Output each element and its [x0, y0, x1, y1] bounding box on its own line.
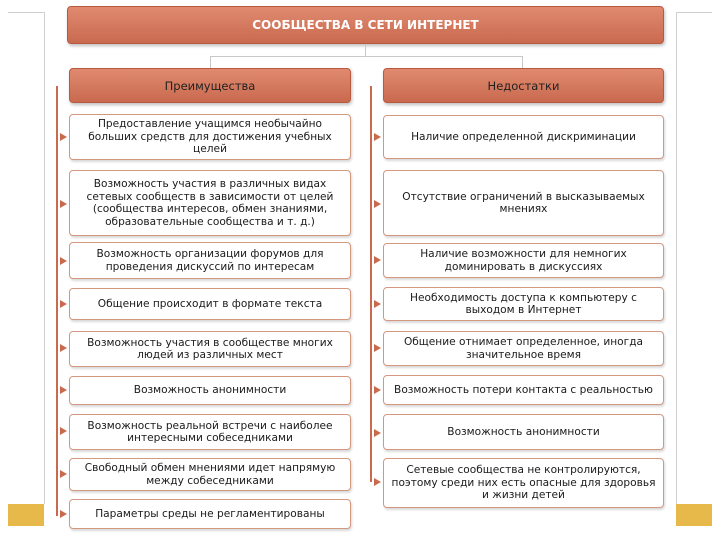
- disadvantage-item-7: Возможность анонимности: [383, 414, 664, 450]
- advantage-item-2: Возможность участия в различных видах сетевых сообществ в зависимости от целей (сообщества интересов, обмен знаниями, образовательные сообщества и т. д.): [69, 170, 351, 236]
- connector-right-drop: [522, 56, 523, 68]
- disadvantage-item-8: Сетевые сообщества не контролируются, поэтому среди них есть опасные для здоровья и жизни детей: [383, 458, 664, 508]
- decor-block-left: [8, 504, 44, 526]
- advantage-item-6: Возможность анонимности: [69, 376, 351, 405]
- advantage-item-5: Возможность участия в сообществе многих людей из различных мест: [69, 331, 351, 367]
- advantage-item-1: Предоставление учащимся необычайно больших средств для достижения учебных целей: [69, 114, 351, 160]
- disadvantages-spine: [370, 86, 372, 482]
- advantage-item-8: Свободный обмен мнениями идет напрямую между собеседниками: [69, 458, 351, 491]
- advantages-header: Преимущества: [69, 68, 351, 103]
- connector-horizontal: [210, 56, 522, 57]
- advantages-spine: [56, 86, 58, 516]
- arrow-icon: [60, 133, 67, 141]
- arrow-icon: [60, 470, 67, 478]
- disadvantages-header: Недостатки: [383, 68, 664, 103]
- arrow-icon: [374, 344, 381, 352]
- arrow-icon: [60, 427, 67, 435]
- decor-block-right: [676, 504, 712, 526]
- arrow-icon: [374, 478, 381, 486]
- advantage-item-4: Общение происходит в формате текста: [69, 288, 351, 320]
- disadvantage-item-3: Наличие возможности для немногих доминировать в дискуссиях: [383, 243, 664, 278]
- arrow-icon: [60, 200, 67, 208]
- arrow-icon: [374, 300, 381, 308]
- arrow-icon: [60, 257, 67, 265]
- decor-line-right: [676, 12, 677, 504]
- disadvantage-item-2: Отсутствие ограничений в высказываемых мнениях: [383, 170, 664, 236]
- advantage-item-3: Возможность организации форумов для проведения дискуссий по интересам: [69, 242, 351, 279]
- arrow-icon: [60, 510, 67, 518]
- decor-line-top-left: [8, 12, 44, 13]
- arrow-icon: [60, 344, 67, 352]
- arrow-icon: [374, 200, 381, 208]
- advantage-item-9: Параметры среды не регламентированы: [69, 499, 351, 529]
- disadvantage-item-5: Общение отнимает определенное, иногда значительное время: [383, 331, 664, 366]
- arrow-icon: [374, 386, 381, 394]
- arrow-icon: [374, 133, 381, 141]
- arrow-icon: [374, 256, 381, 264]
- decor-line-top-right: [676, 12, 712, 13]
- disadvantage-item-1: Наличие определенной дискриминации: [383, 115, 664, 159]
- disadvantage-item-4: Необходимость доступа к компьютеру с выходом в Интернет: [383, 287, 664, 321]
- arrow-icon: [60, 386, 67, 394]
- connector-title-stem: [365, 44, 366, 56]
- decor-line-left: [44, 12, 45, 504]
- diagram-title: СООБЩЕСТВА В СЕТИ ИНТЕРНЕТ: [67, 6, 664, 44]
- disadvantage-item-6: Возможность потери контакта с реальностью: [383, 375, 664, 405]
- arrow-icon: [374, 429, 381, 437]
- connector-left-drop: [210, 56, 211, 68]
- advantage-item-7: Возможность реальной встречи с наиболее интересными собеседниками: [69, 414, 351, 450]
- arrow-icon: [60, 300, 67, 308]
